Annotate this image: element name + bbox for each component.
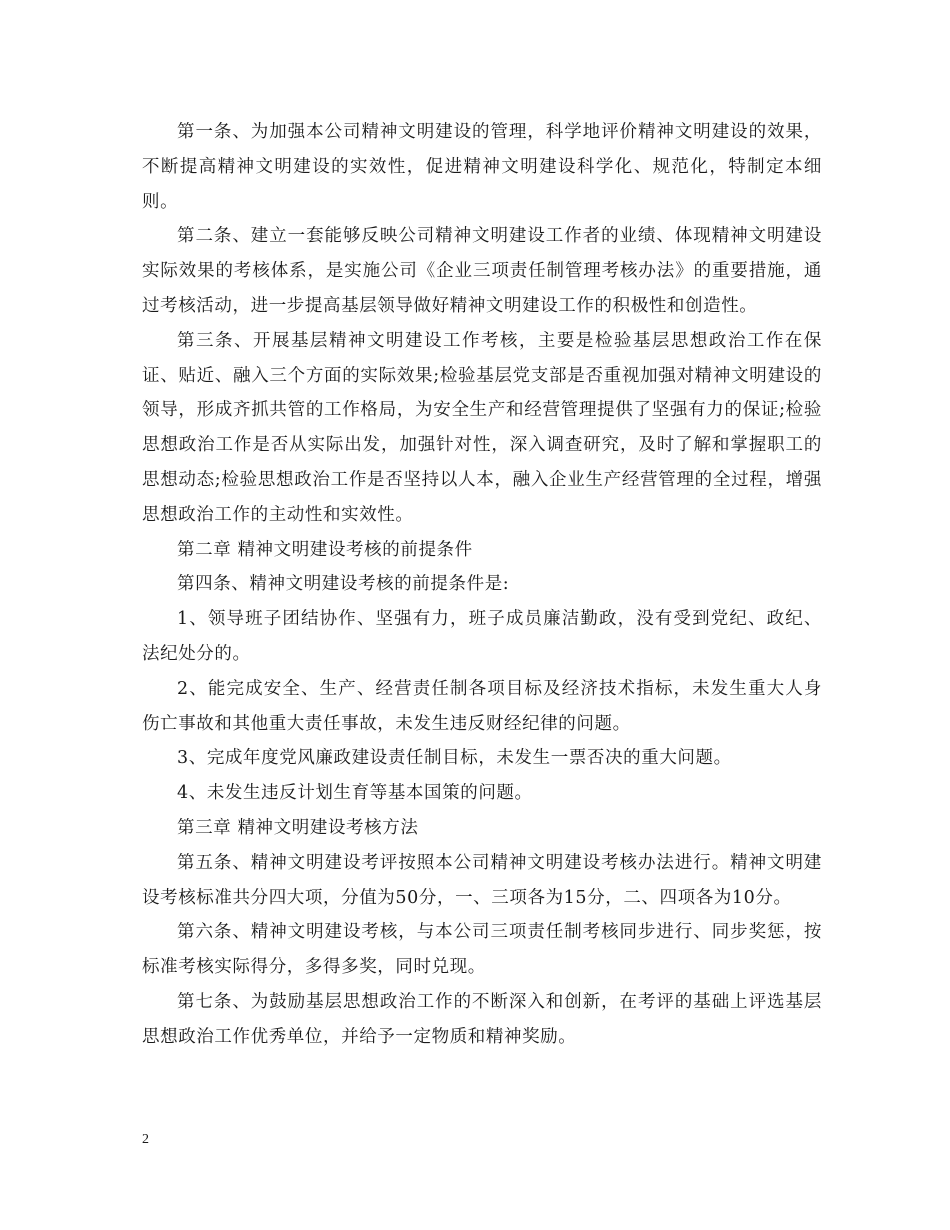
document-body: [142, 115, 822, 1055]
condition-1: 1、领导班子团结协作、坚强有力，班子成员廉洁勤政，没有受到党纪、政纪、法纪处分的。: [142, 609, 822, 664]
article-1: 第一条、为加强本公司精神文明建设的管理，科学地评价精神文明建设的效果，不断提高精神文明建设的实效性，促进精神文明建设科学化、规范化，特制定本细则。: [142, 122, 822, 212]
chapter-2-heading: 第二章 精神文明建设考核的前提条件: [177, 539, 473, 560]
article-2: 第二条、建立一套能够反映公司精神文明建设工作者的业绩、体现精神文明建设实际效果的考核体系，是实施公司《企业三项责任制管理考核办法》的重要措施，通过考核活动，进一步提高基层领导做好精神文明建设工作的积极性和创造性。: [142, 226, 822, 316]
article-4: 第四条、精神文明建设考核的前提条件是:: [177, 574, 510, 595]
condition-4: 4、未发生违反计划生育等基本国策的问题。: [177, 783, 533, 804]
page-number: 2: [142, 1132, 149, 1147]
article-7: 第七条、为鼓励基层思想政治工作的不断深入和创新，在考评的基础上评选基层思想政治工作优秀单位，并给予一定物质和精神奖励。: [142, 991, 822, 1047]
article-3: 第三条、开展基层精神文明建设工作考核，主要是检验基层思想政治工作在保证、贴近、融入三个方面的实际效果;检验基层党支部是否重视加强对精神文明建设的领导，形成齐抓共管的工作格局，为安全生产和经营管理提供了坚强有力的保证;检验思想政治工作是否从实际出发，加强针对性，深入调查研究，及时了解和掌握职工的思想动态;检验思想政治工作是否坚持以人本，融入企业生产经营管理的全过程，增强思想政治工作的主动性和实效性。: [142, 330, 822, 525]
article-6: 第六条、精神文明建设考核，与本公司三项责任制考核同步进行、同步奖惩，按标准考核实际得分，多得多奖，同时兑现。: [142, 922, 822, 978]
article-5: 第五条、精神文明建设考评按照本公司精神文明建设考核办法进行。精神文明建设考核标准共分四大项，分值为50分，一、三项各为15分，二、四项各为10分。: [142, 852, 822, 908]
condition-2: 2、能完成安全、生产、经营责任制各项目标及经济技术指标，未发生重大人身伤亡事故和其他重大责任事故，未发生违反财经纪律的问题。: [142, 678, 822, 734]
condition-3: 3、完成年度党风廉政建设责任制目标，未发生一票否决的重大问题。: [177, 748, 732, 769]
chapter-3-heading: 第三章 精神文明建设考核方法: [177, 817, 419, 838]
